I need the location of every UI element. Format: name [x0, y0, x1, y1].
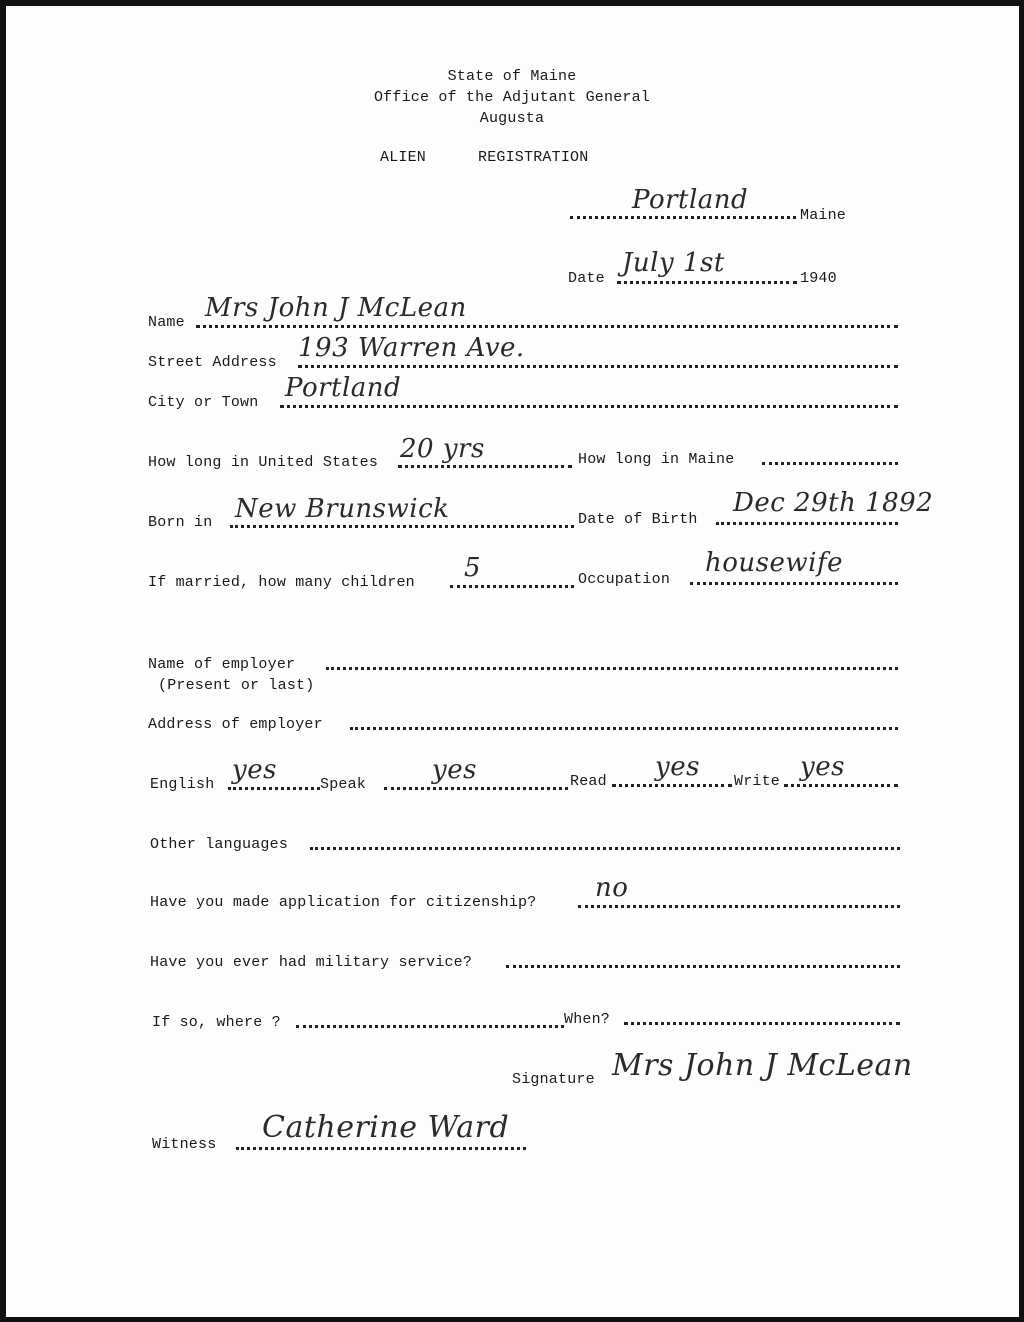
signature-value: Mrs John J McLean — [612, 1048, 913, 1083]
employer-name-sublabel: (Present or last) — [158, 677, 315, 694]
speak-label: Speak — [320, 776, 367, 793]
us-duration-value: 20 yrs — [400, 434, 485, 464]
signature-label: Signature — [512, 1071, 595, 1088]
maine-duration-label: How long in Maine — [578, 451, 735, 468]
dob-line — [716, 522, 898, 525]
military-line — [506, 965, 900, 968]
other-languages-label: Other languages — [150, 836, 289, 853]
title-registration: REGISTRATION — [478, 149, 589, 166]
street-label: Street Address — [148, 354, 277, 371]
scan-border-bottom — [0, 1317, 1024, 1322]
born-in-label: Born in — [148, 514, 213, 531]
english-line — [228, 787, 320, 790]
name-value: Mrs John J McLean — [205, 293, 467, 323]
header-state: State of Maine — [447, 68, 577, 85]
maine-duration-line — [762, 462, 898, 465]
read-value: yes — [655, 752, 700, 782]
write-value: yes — [800, 752, 845, 782]
place-suffix: Maine — [800, 207, 847, 224]
read-label: Read — [570, 773, 607, 790]
name-line — [196, 325, 898, 328]
occupation-line — [690, 582, 898, 585]
street-line — [298, 365, 898, 368]
where-label: If so, where ? — [152, 1014, 281, 1031]
other-languages-line — [310, 847, 900, 850]
when-line — [624, 1022, 900, 1025]
street-value: 193 Warren Ave. — [298, 333, 525, 363]
occupation-value: housewife — [705, 548, 843, 578]
when-label: When? — [564, 1011, 611, 1028]
dob-label: Date of Birth — [578, 511, 698, 528]
children-value: 5 — [464, 553, 482, 583]
city-label: City or Town — [148, 394, 259, 411]
us-duration-line — [398, 465, 572, 468]
speak-line — [384, 787, 568, 790]
us-duration-label: How long in United States — [148, 454, 379, 471]
employer-address-line — [350, 727, 898, 730]
employer-name-line — [326, 667, 898, 670]
scan-border-left — [0, 0, 6, 1322]
occupation-label: Occupation — [578, 571, 671, 588]
military-label: Have you ever had military service? — [150, 954, 473, 971]
scan-border-right — [1019, 0, 1024, 1322]
place-value: Portland — [632, 185, 749, 215]
city-value: Portland — [285, 373, 402, 403]
header-city: Augusta — [479, 110, 545, 127]
children-label: If married, how many children — [148, 574, 415, 591]
employer-address-label: Address of employer — [148, 716, 323, 733]
name-label: Name — [148, 314, 185, 331]
citizenship-label: Have you made application for citizenship? — [150, 894, 537, 911]
born-in-value: New Brunswick — [235, 494, 450, 524]
date-line — [617, 281, 797, 284]
employer-name-label: Name of employer — [148, 656, 296, 673]
speak-value: yes — [432, 755, 477, 785]
citizenship-line — [578, 905, 900, 908]
citizenship-value: no — [595, 873, 629, 903]
english-value: yes — [232, 755, 277, 785]
witness-line — [236, 1147, 526, 1150]
where-line — [296, 1025, 564, 1028]
english-label: English — [150, 776, 215, 793]
children-line — [450, 585, 574, 588]
date-year: 1940 — [800, 270, 837, 287]
dob-value: Dec 29th 1892 — [733, 488, 934, 518]
date-label: Date — [568, 270, 605, 287]
write-line — [784, 784, 898, 787]
witness-value: Catherine Ward — [262, 1110, 510, 1145]
city-line — [280, 405, 898, 408]
place-line — [570, 216, 796, 219]
witness-label: Witness — [152, 1136, 217, 1153]
scan-border-top — [0, 0, 1024, 6]
born-in-line — [230, 525, 574, 528]
write-label: Write — [734, 773, 781, 790]
date-value: July 1st — [622, 248, 725, 278]
read-line — [612, 784, 732, 787]
header-office: Office of the Adjutant General — [373, 89, 651, 106]
title-alien: ALIEN — [380, 149, 427, 166]
